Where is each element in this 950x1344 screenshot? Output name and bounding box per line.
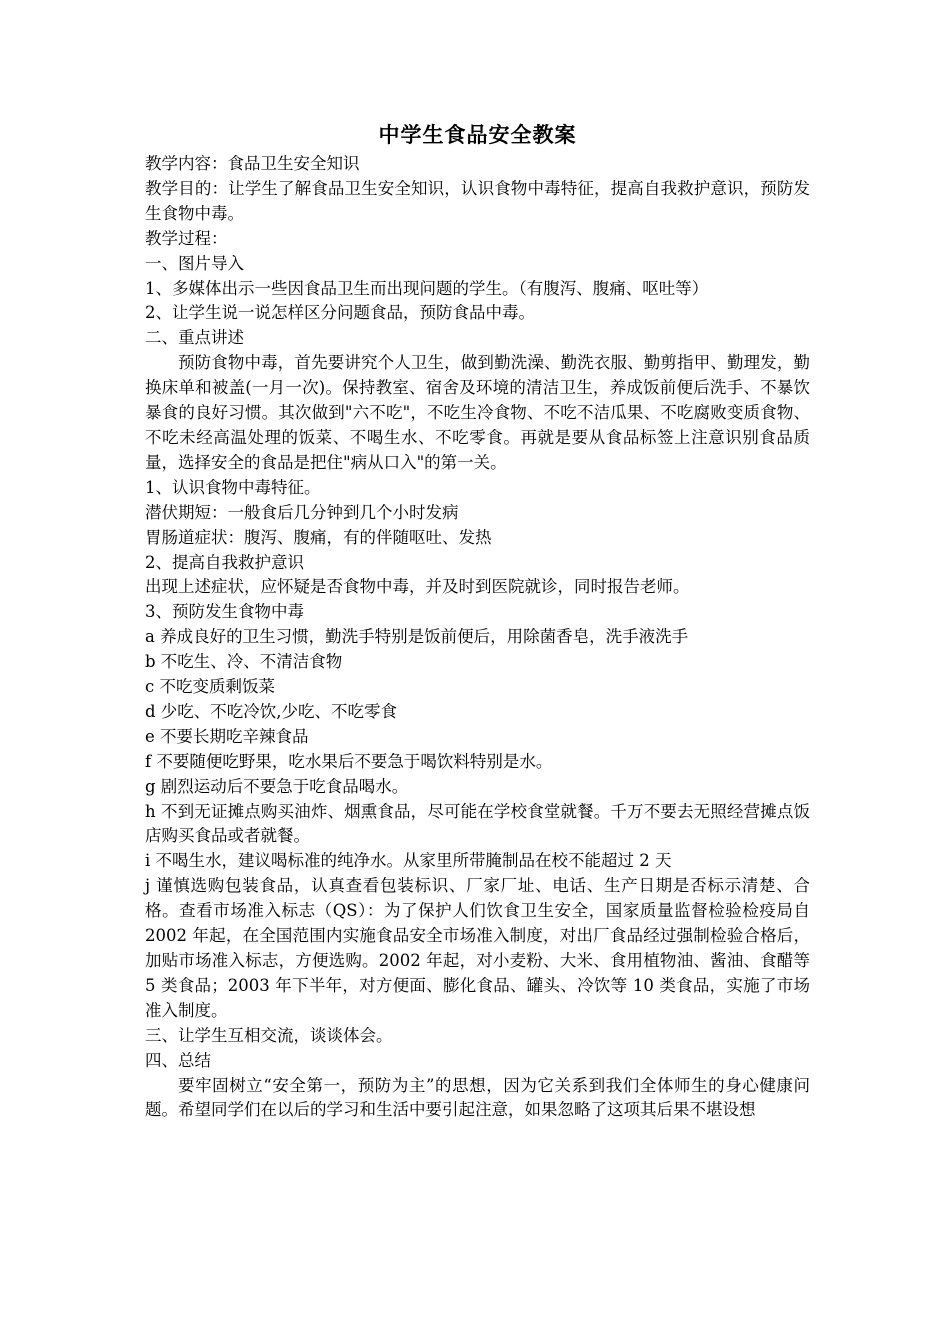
teaching-purpose-paragraph: 教学目的：让学生了解食品卫生安全知识，认识食物中毒特征，提高自我救护意识，预防发生食物中毒。 — [145, 178, 810, 223]
symptoms-line: 胃肠道症状：腹泻、腹痛，有的伴随呕吐、发热 — [145, 527, 492, 547]
section-3-heading: 三、让学生互相交流，谈谈体会。 — [145, 1025, 393, 1045]
teaching-content-line: 教学内容：食品卫生安全知识 — [145, 154, 360, 173]
document-title: 中学生食品安全教案 — [378, 123, 577, 147]
self-rescue-line: 出现上述症状，应怀疑是否食物中毒，并及时到医院就诊，同时报告老师。 — [145, 577, 690, 597]
item-2-discussion: 2、让学生说一说怎样区分问题食品，预防食品中毒。 — [145, 303, 535, 323]
subsection-1-heading: 1、认识食物中毒特征。 — [145, 477, 321, 497]
section-1-heading: 一、图片导入 — [145, 253, 244, 273]
prevention-item-g: g 剧烈运动后不要急于吃食品喝水。 — [145, 776, 409, 796]
document-page — [145, 120, 810, 1123]
prevention-item-a: a 养成良好的卫生习惯，勤洗手特别是饭前便后，用除菌香皂，洗手液洗手 — [145, 627, 689, 647]
prevention-item-i: i 不喝生水，建议喝标准的纯净水。从家里所带腌制品在校不能超过 2 天 — [145, 851, 672, 871]
incubation-line: 潜伏期短：一般食后几分钟到几个小时发病 — [145, 502, 459, 522]
section-4-heading: 四、总结 — [145, 1050, 211, 1070]
prevention-item-f: f 不要随便吃野果，吃水果后不要急于喝饮料特别是水。 — [145, 751, 553, 771]
item-1-multimedia: 1、多媒体出示一些因食品卫生而出现问题的学生。（有腹泻、腹痛、呕吐等） — [145, 278, 709, 298]
prevention-item-e: e 不要长期吃辛辣食品 — [145, 726, 309, 746]
prevention-item-c: c 不吃变质剩饭菜 — [145, 677, 275, 697]
summary-paragraph: 要牢固树立“安全第一，预防为主”的思想，因为它关系到我们全体师生的身心健康问题。希望同学们在以后的学习和生活中要引起注意，如果忽略了这项其后果不堪设想 — [145, 1075, 810, 1120]
section-2-heading: 二、重点讲述 — [145, 328, 244, 348]
prevention-item-d: d 少吃、不吃冷饮,少吃、不吃零食 — [145, 701, 398, 721]
prevention-item-j: j 谨慎选购包装食品，认真查看包装标识、厂家厂址、电话、生产日期是否标示清楚、合格。查看市场准入标志（QS）：为了保护人们饮食卫生安全，国家质量监督检验检疫局自 2002 年起，在全国范围内实施食品安全市场准入制度，对出厂食品经过强制检验合格后，加贴市场准入标志，方便选购。2002 年起，对小麦粉、大米、食用植物油、酱油、食醋等 5 类食品；2003 年下半年，对方便面、膨化食品、罐头、冷饮等 10 类食品，实施了市场准入制度。 — [145, 876, 810, 1020]
prevention-item-h: h 不到无证摊点购买油炸、烟熏食品，尽可能在学校食堂就餐。千万不要去无照经营摊点饭店购买食品或者就餐。 — [145, 801, 810, 846]
key-points-paragraph: 预防食物中毒，首先要讲究个人卫生，做到勤洗澡、勤洗衣服、勤剪指甲、勤理发，勤换床单和被盖(一月一次)。保持教室、宿舍及环境的清洁卫生，养成饭前便后洗手、不暴饮暴食的良好习惯。其次做到"六不吃"，不吃生冷食物、不吃不洁瓜果、不吃腐败变质食物、不吃未经高温处理的饭菜、不喝生水、不吃零食。再就是要从食品标签上注意识别食品质量，选择安全的食品是把住"病从口入"的第一关。 — [145, 353, 810, 472]
subsection-2-heading: 2、提高自我救护意识 — [145, 552, 304, 572]
teaching-process-heading: 教学过程： — [145, 228, 228, 248]
prevention-item-b: b 不吃生、冷、不清洁食物 — [145, 652, 343, 672]
subsection-3-heading: 3、预防发生食物中毒 — [145, 602, 304, 622]
